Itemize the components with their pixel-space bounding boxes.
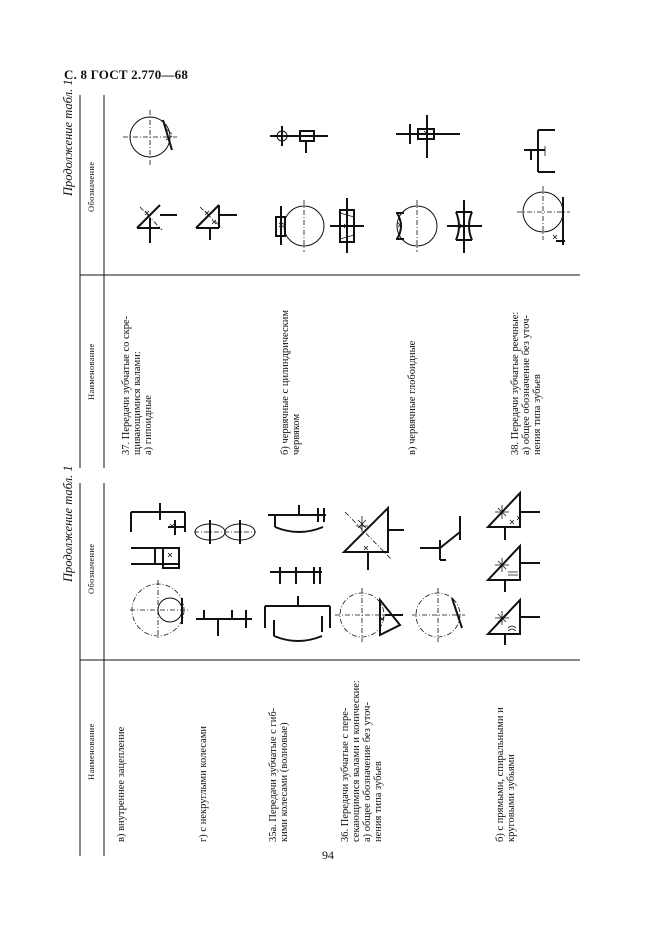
rack-gear-symbol-top [524,130,555,172]
row-line: а) общее обозначение без уточ- [362,702,374,842]
row-line: круговыми зубьями [506,754,518,842]
page-number: 94 [322,848,334,862]
row-line: а) гипоидные [143,395,155,455]
row-line: а) общее обозначение без уточ- [521,315,533,455]
row-line: в) внутреннее зацепление [116,726,127,842]
row-line: 36. Передачи зубчатые с пере- [340,707,351,842]
wave-gears-symbol-middle [270,567,322,584]
row-line: секающимися валами и конические: [351,680,363,842]
row-line: нения типа зубьев [373,761,385,842]
wave-gears-symbol-top [268,505,326,532]
row-line: 38. Передачи зубчатые реечные: [510,311,521,455]
hypoid-gear-symbol-bevel-left [137,205,177,243]
bevel-gears-teeth-symbol-middle [488,546,540,592]
row-line: г) с некруглыми колесами [198,726,209,842]
noncircular-gears-symbol-ellipses [194,520,256,544]
row-line: щивающимися валами: [132,351,144,455]
worm-cylindrical-symbol-right [330,198,364,253]
noncircular-gears-symbol-shafts [196,610,252,636]
bevel-gears-teeth-symbol-bottom [488,600,540,645]
bevel-gears-symbol-circle-right [412,588,465,642]
row-line: б) червячные с цилиндрическим [280,310,291,455]
worm-globoid-symbol-left [396,200,437,252]
internal-gearing-symbol-circles [130,580,188,640]
row-line: червяком [291,413,303,455]
row-line: в) червячные глобоидные [407,340,418,455]
row-line: кими колесами (волновые) [279,722,291,842]
page-header: С. 8 ГОСТ 2.770—68 [64,67,189,82]
hypoid-gear-symbol-bevel-right [196,205,237,240]
wave-gears-symbol-bottom [265,596,330,641]
column-header-designation-lower: Обозначение [86,543,96,594]
row-line: нения типа зубьев [532,374,544,455]
row-line: б) с прямыми, спиральными и [495,707,506,842]
rack-gear-symbol-bottom [517,186,570,245]
column-header-designation-upper: Обозначение [86,161,96,212]
worm-globoid-symbol-right [447,200,482,253]
worm-cylindrical-symbol-top [270,126,328,153]
worm-globoid-symbol-top [396,115,460,158]
bevel-gears-general-symbol-top [344,508,404,570]
row-line: 37. Передачи зубчатые со скре- [121,315,132,455]
row-line: 35а. Передачи зубчатые с гиб- [268,707,279,842]
internal-gearing-symbol-middle [131,548,179,568]
bevel-gears-symbol-angled [420,516,460,560]
bevel-gears-general-symbol-circle [335,588,403,642]
column-header-name-lower: Наименование [86,723,96,780]
worm-cylindrical-symbol-left [276,200,324,252]
internal-gearing-symbol-top [131,503,185,535]
continuation-label-upper: Продолжение табл. 1 [61,79,75,196]
hypoid-gear-symbol-circle [123,110,177,165]
continuation-label-lower: Продолжение табл. 1 [61,465,75,582]
column-header-name-upper: Наименование [86,343,96,400]
bevel-gears-teeth-symbol-top [488,493,540,540]
